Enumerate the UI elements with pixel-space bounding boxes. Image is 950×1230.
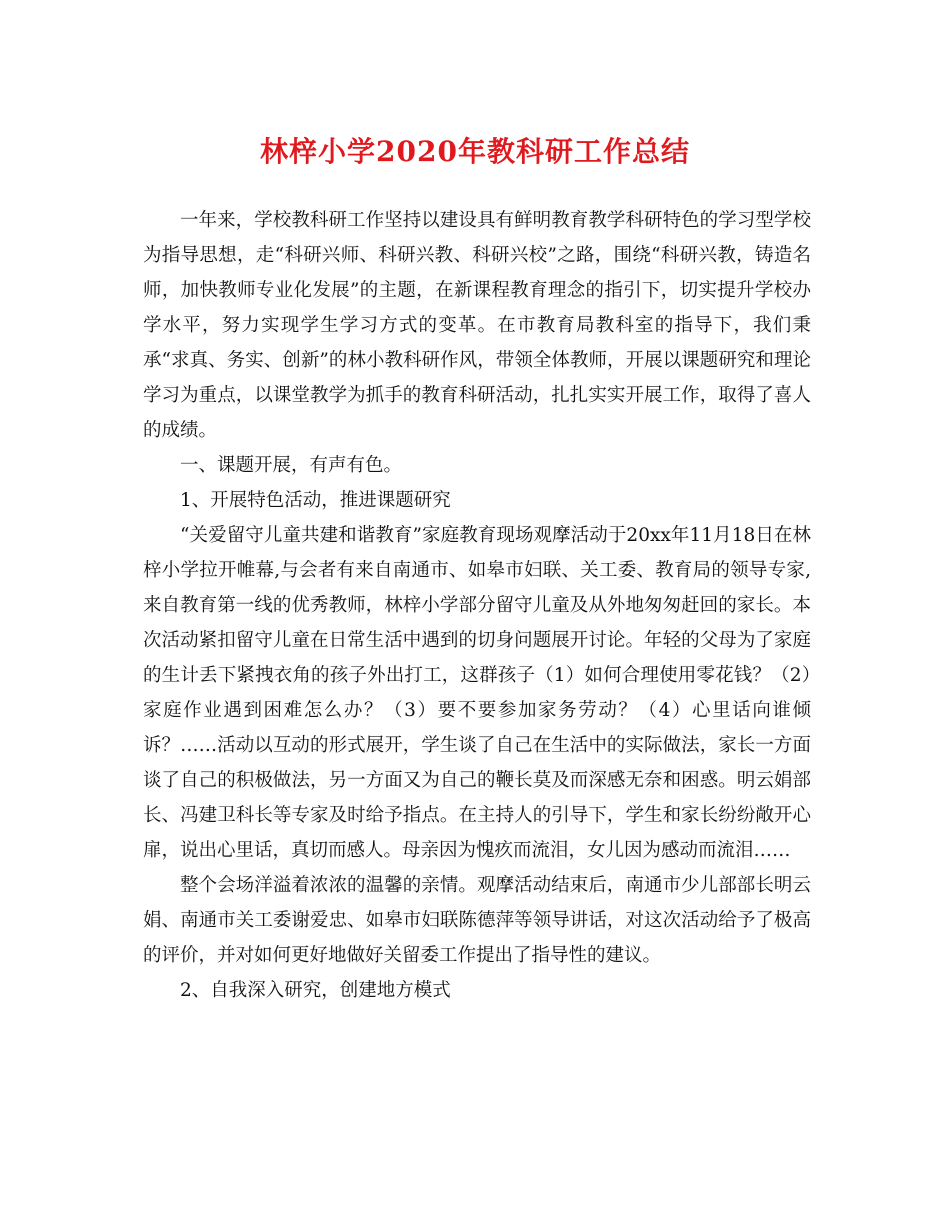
- paragraph-activity: “关爱留守儿童共建和谐教育”家庭教育现场观摩活动于20xx年11月18日在林梓小学拉开帷幕,与会者有来自南通市、如皋市妇联、关工委、教育局的领导专家,来自教育第一线的优秀教师，林梓小学部分留守儿童及从外地匆匆赶回的家长。本次活动紧扣留守儿童在日常生活中遇到的切身问题展开讨论。年轻的父母为了家庭的生计丢下紧拽衣角的孩子外出打工，这群孩子（1）如何合理使用零花钱？（2）家庭作业遇到困难怎么办？（3）要不要参加家务劳动？（4）心里话向谁倾诉？……活动以互动的形式展开，学生谈了自己在生活中的实际做法，家长一方面谈了自己的积极做法，另一方面又为自己的鞭长莫及而深感无奈和困惑。明云娟部长、冯建卫科长等专家及时给予指点。在主持人的引导下，学生和家长纷纷敞开心扉，说出心里话，真切而感人。母亲因为愧疚而流泪，女儿因为感动而流泪……: [143, 525, 811, 861]
- subsection-heading-1: 1、开展特色活动，推进课题研究: [180, 490, 451, 511]
- subsection-heading-2: 2、自我深入研究，创建地方模式: [180, 980, 451, 1001]
- paragraph-summary: 整个会场洋溢着浓浓的温馨的亲情。观摩活动结束后，南通市少儿部部长明云娟、南通市关工委谢爱忠、如皋市妇联陈德萍等领导讲话，对这次活动给予了极高的评价，并对如何更好地做好关留委工作提出了指导性的建议。: [143, 875, 811, 966]
- document-body: [143, 203, 811, 1008]
- document-title: 林梓小学2020年教科研工作总结: [260, 135, 690, 168]
- section-heading-1: 一、课题开展，有声有色。: [180, 455, 403, 476]
- paragraph-intro: 一年来，学校教科研工作坚持以建设具有鲜明教育教学科研特色的学习型学校为指导思想，走“科研兴师、科研兴教、科研兴校”之路，围绕“科研兴教，铸造名师，加快教师专业化发展”的主题，在新课程教育理念的指引下，切实提升学校办学水平，努力实现学生学习方式的变革。在市教育局教科室的指导下，我们秉承“求真、务实、创新”的林小教科研作风，带领全体教师，开展以课题研究和理论学习为重点，以课堂教学为抓手的教育科研活动，扎扎实实开展工作，取得了喜人的成绩。: [143, 210, 811, 441]
